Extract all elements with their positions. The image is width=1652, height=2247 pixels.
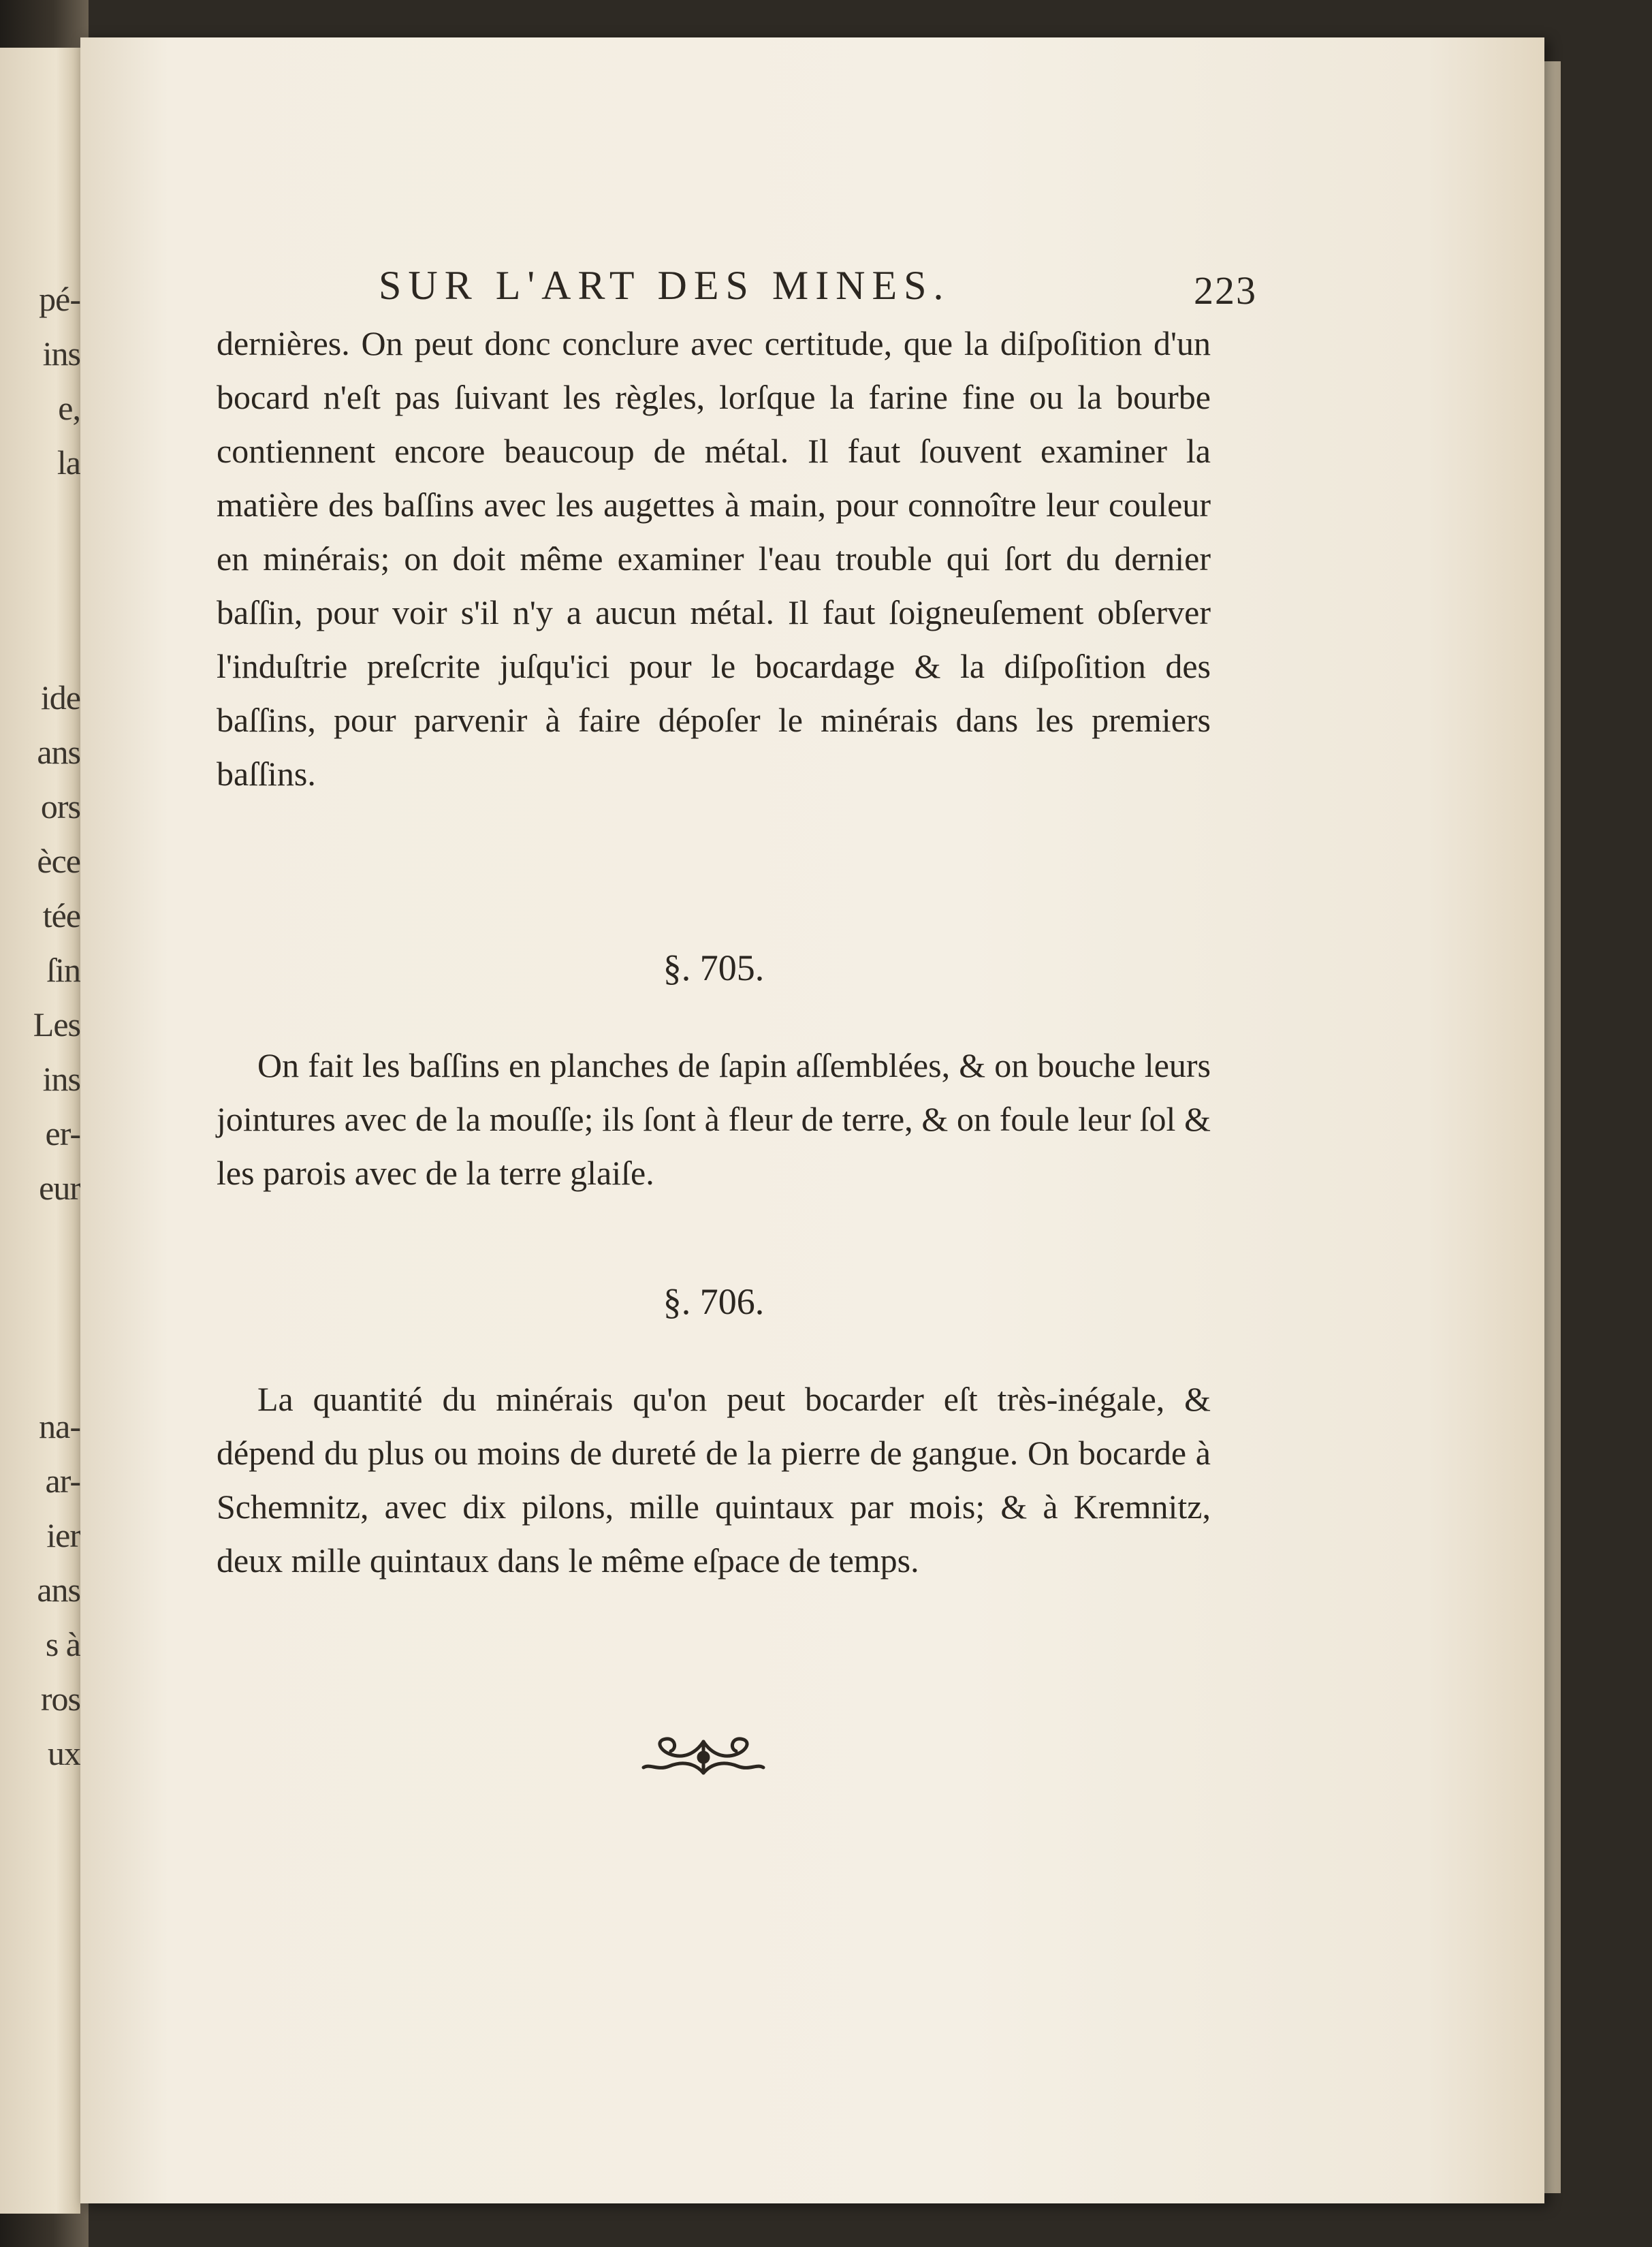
body-paragraph (217, 317, 1211, 801)
left-fragment: tée (42, 896, 80, 934)
book-page (80, 37, 1544, 2203)
page-fore-edge (1544, 61, 1561, 2193)
fleuron-ornament-icon (635, 1733, 772, 1781)
left-fragment: èce (37, 842, 80, 880)
left-fragment: na- (39, 1407, 80, 1445)
paragraph-705: On fait les baſſins en planches de ſapin aſſemblées, & on bouche leurs jointures avec de la mouſſe; ils ſont à fleur de terre, & on foule leur ſol & les parois avec de la terre glaiſe. (217, 1046, 1211, 1192)
left-fragment: ide (40, 678, 80, 717)
left-fragment: ins (42, 1060, 80, 1098)
section-heading: §. 706. (663, 1281, 765, 1322)
left-fragment: ſin (46, 951, 80, 989)
body-paragraph (217, 1039, 1211, 1200)
left-fragment: ors (40, 787, 80, 826)
left-fragment: ans (37, 1571, 80, 1609)
left-fragment: ros (40, 1680, 80, 1718)
left-fragment: ux (48, 1734, 80, 1772)
left-fragment: Les (33, 1005, 80, 1043)
left-fragment: pé- (39, 280, 80, 318)
left-fragment: la (57, 443, 80, 482)
previous-page-edge (0, 48, 80, 2214)
left-fragment: ier (46, 1516, 80, 1554)
page-number: 223 (1194, 268, 1257, 313)
page-header (297, 262, 1257, 324)
left-fragment: ins (42, 334, 80, 373)
left-fragment: er- (45, 1114, 80, 1152)
section-heading: §. 705. (663, 947, 765, 988)
left-fragment: s à (45, 1625, 80, 1663)
paragraph-706: La quantité du minérais qu'on peut bocarder eſt très-inégale, & dépend du plus ou moins de dureté de la pierre de gangue. On bocarde à Schemnitz, avec dix pilons, mille quintaux par mois; & à Kremnitz, deux mille quintaux dans le même eſpace de temps. (217, 1380, 1211, 1580)
running-title: SUR L'ART DES MINES. (379, 263, 951, 308)
left-fragment: e, (58, 389, 80, 427)
left-fragment: eur (39, 1169, 80, 1207)
paragraph-continuation: dernières. On peut donc conclure avec certitude, que la diſpoſition d'un bocard n'eſt pas ſuivant les règles, lorſque la farine fine ou la bourbe contiennent encore beaucoup de métal. Il faut ſouvent examiner la matière des baſſins avec les augettes à main, pour connoître leur couleur en minérais; on doit même examiner l'eau trouble qui ſort du dernier baſſin, pour voir s'il n'y a aucun métal. Il faut ſoigneuſement obſerver l'induſtrie preſcrite juſqu'ici pour le bocardage & la diſpoſition des baſſins, pour parvenir à faire dépoſer le minérais dans les premiers baſſins. (217, 324, 1211, 793)
left-fragment: ar- (45, 1462, 80, 1500)
body-paragraph (217, 1372, 1211, 1588)
left-fragment: ans (37, 733, 80, 771)
